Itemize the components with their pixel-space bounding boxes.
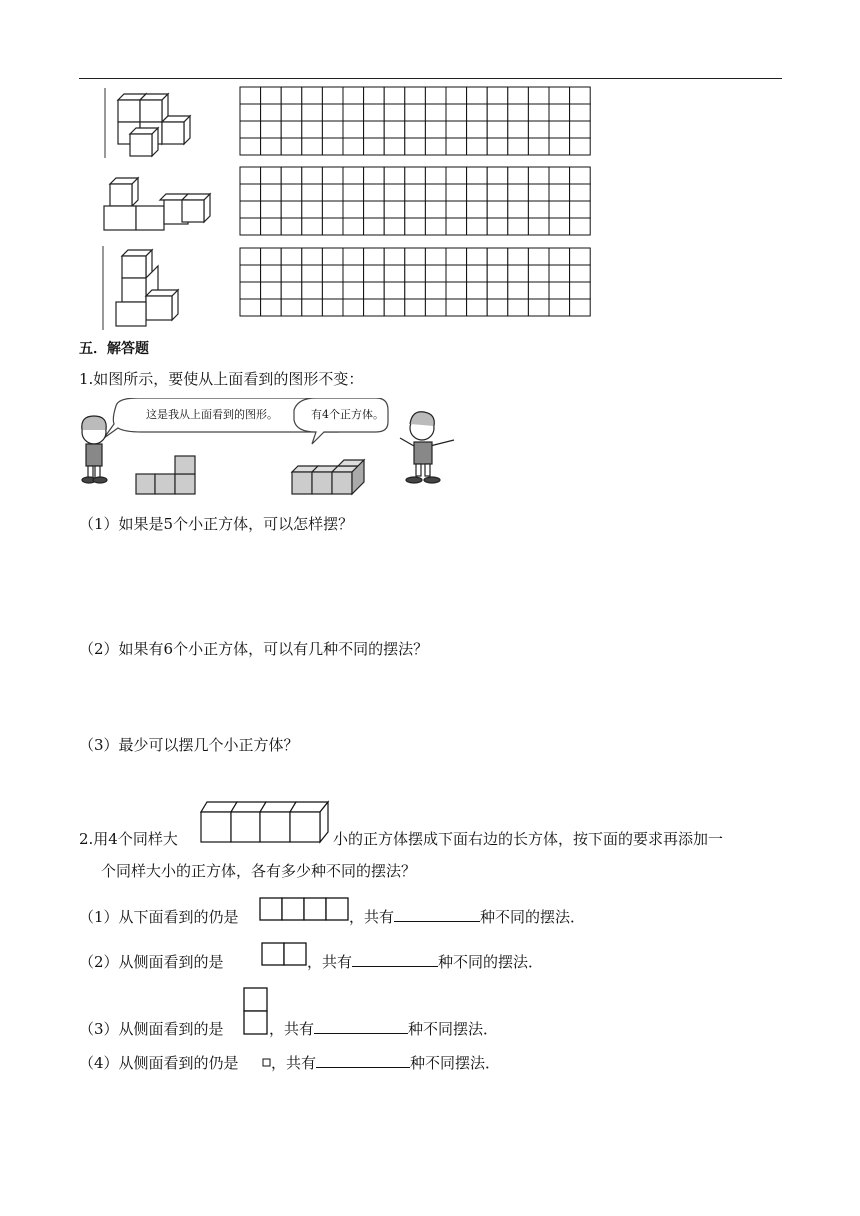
grid-cell (425, 104, 446, 121)
grid-cell (425, 138, 446, 155)
grid-cell (322, 201, 343, 218)
grid-cell (467, 265, 488, 282)
grid-cell (528, 104, 549, 121)
grid-cell (281, 282, 302, 299)
answer-grid-1 (239, 86, 593, 156)
grid-cell (446, 104, 467, 121)
grid-cell (549, 248, 570, 265)
grid-cell (528, 299, 549, 316)
grid-cell (405, 87, 426, 104)
bubble-left-text: 这是我从上面看到的图形。 (146, 408, 278, 421)
grid-cell (467, 87, 488, 104)
grid-cell (528, 248, 549, 265)
grid-cell (487, 138, 508, 155)
grid-cell (528, 87, 549, 104)
grid-cell (549, 201, 570, 218)
grid-cell (343, 167, 364, 184)
cube-stack-figure-2 (100, 172, 214, 234)
grid-cell (302, 138, 323, 155)
grid-cell (549, 167, 570, 184)
grid-cell (343, 248, 364, 265)
grid-cell (364, 282, 385, 299)
grid-cell (384, 121, 405, 138)
grid-cell (446, 138, 467, 155)
grid-cell (446, 87, 467, 104)
q2-part-2-suffix: 种不同的摆法． (438, 953, 544, 971)
grid-cell (240, 282, 261, 299)
grid-cell (528, 121, 549, 138)
grid-cell (343, 121, 364, 138)
grid-cell (425, 299, 446, 316)
grid-cell (384, 265, 405, 282)
grid-cell (405, 218, 426, 235)
grid-cell (240, 104, 261, 121)
grid-cell (487, 201, 508, 218)
grid-cell (446, 299, 467, 316)
grid-cell (240, 299, 261, 316)
grid-cell (364, 121, 385, 138)
grid-cell (467, 184, 488, 201)
q2-line1-after: 小的正方体摆成下面右边的长方体，按下面的要求再添加一 (333, 830, 724, 848)
grid-cell (364, 218, 385, 235)
grid-cell (570, 87, 591, 104)
grid-cell (508, 104, 529, 121)
grid-cell (528, 265, 549, 282)
q2-line1-before: 2.用4个同样大 (79, 830, 178, 848)
grid-cell (364, 265, 385, 282)
grid-cell (384, 87, 405, 104)
q2-part-2-prefix: （2）从侧面看到的是 (79, 953, 224, 971)
cube-stack-figure-1 (104, 88, 214, 158)
q2-part-2-rest (307, 951, 543, 972)
grid-cell (384, 104, 405, 121)
grid-cell (322, 104, 343, 121)
q2-part-3-rest (269, 1018, 498, 1039)
grid-cell (508, 87, 529, 104)
grid-cell (281, 218, 302, 235)
grid-cell (240, 201, 261, 218)
grid-cell (343, 201, 364, 218)
grid-cell (446, 282, 467, 299)
grid-cell (322, 121, 343, 138)
q2-part-1 (79, 906, 239, 927)
grid-cell (322, 167, 343, 184)
grid-cell (508, 299, 529, 316)
q1-intro: 1.如图所示，要使从上面看到的图形不变： (79, 370, 364, 388)
grid-cell (302, 299, 323, 316)
bubble-right-text: 有4个正方体。 (311, 408, 384, 421)
q2-part-3 (79, 1018, 224, 1039)
grid-cell (322, 299, 343, 316)
grid-cell (261, 104, 282, 121)
bottom-view-four-squares-icon (259, 897, 349, 921)
grid-cell (487, 87, 508, 104)
four-cube-row-icon (200, 800, 332, 844)
grid-cell (467, 201, 488, 218)
grid-cell (281, 201, 302, 218)
grid-cell (549, 218, 570, 235)
q2-part-3-mid: ，共有 (269, 1020, 315, 1038)
grid-cell (384, 138, 405, 155)
grid-cell (508, 138, 529, 155)
grid-cell (261, 121, 282, 138)
grid-cell (261, 265, 282, 282)
grid-cell (508, 218, 529, 235)
q1-part-3: （3）最少可以摆几个小正方体？ (79, 736, 299, 754)
grid-cell (261, 184, 282, 201)
grid-cell (487, 248, 508, 265)
grid-cell (508, 282, 529, 299)
grid-cell (261, 138, 282, 155)
grid-cell (487, 299, 508, 316)
grid-cell (570, 104, 591, 121)
grid-cell (528, 218, 549, 235)
grid-cell (425, 201, 446, 218)
grid-cell (570, 201, 591, 218)
grid-cell (487, 265, 508, 282)
grid-cell (343, 282, 364, 299)
grid-cell (405, 265, 426, 282)
grid-cell (240, 265, 261, 282)
grid-cell (302, 87, 323, 104)
grid-cell (343, 104, 364, 121)
grid-cell (364, 299, 385, 316)
grid-cell (405, 282, 426, 299)
grid-cell (240, 87, 261, 104)
grid-cell (343, 265, 364, 282)
grid-cell (364, 248, 385, 265)
grid-cell (405, 121, 426, 138)
grid-cell (322, 248, 343, 265)
grid-cell (446, 121, 467, 138)
grid-cell (261, 299, 282, 316)
grid-cell (446, 167, 467, 184)
q2-part-4-suffix: 种不同摆法． (410, 1054, 501, 1072)
grid-cell (467, 248, 488, 265)
grid-cell (425, 265, 446, 282)
grid-cell (281, 138, 302, 155)
grid-cell (549, 265, 570, 282)
grid-cell (549, 138, 570, 155)
grid-cell (364, 167, 385, 184)
grid-cell (364, 184, 385, 201)
grid-cell (302, 265, 323, 282)
grid-cell (261, 87, 282, 104)
answer-grid-3 (239, 247, 593, 317)
grid-cell (281, 184, 302, 201)
grid-cell (343, 299, 364, 316)
grid-cell (364, 201, 385, 218)
grid-cell (425, 167, 446, 184)
grid-cell (343, 138, 364, 155)
grid-cell (487, 184, 508, 201)
grid-cell (446, 218, 467, 235)
q2-part-4-rest (271, 1052, 500, 1073)
grid-cell (240, 218, 261, 235)
grid-cell (467, 299, 488, 316)
grid-cell (322, 265, 343, 282)
answer-grid-2 (239, 166, 593, 236)
grid-cell (549, 184, 570, 201)
grid-cell (322, 218, 343, 235)
grid-cell (528, 138, 549, 155)
side-view-vertical-squares-icon (243, 987, 269, 1035)
grid-cell (528, 167, 549, 184)
grid-cell (240, 167, 261, 184)
grid-cell (570, 138, 591, 155)
grid-cell (405, 184, 426, 201)
grid-cell (570, 265, 591, 282)
grid-cell (240, 138, 261, 155)
grid-cell (343, 87, 364, 104)
grid-cell (425, 218, 446, 235)
grid-cell (570, 121, 591, 138)
q2-part-4-mid: ，共有 (271, 1054, 317, 1072)
grid-cell (261, 218, 282, 235)
grid-cell (508, 248, 529, 265)
grid-cell (467, 218, 488, 235)
grid-cell (302, 201, 323, 218)
q2-part-2 (79, 951, 224, 972)
grid-cell (425, 248, 446, 265)
section-heading: 五．解答题 (79, 341, 149, 357)
grid-cell (467, 167, 488, 184)
grid-cell (425, 282, 446, 299)
grid-cell (508, 184, 529, 201)
grid-cell (281, 167, 302, 184)
grid-cell (528, 201, 549, 218)
grid-cell (549, 282, 570, 299)
grid-cell (405, 201, 426, 218)
grid-cell (261, 248, 282, 265)
q2-answer-blank-1[interactable] (394, 907, 480, 922)
grid-cell (487, 282, 508, 299)
grid-cell (549, 121, 570, 138)
grid-cell (570, 184, 591, 201)
grid-cell (487, 167, 508, 184)
grid-cell (570, 167, 591, 184)
grid-cell (302, 167, 323, 184)
grid-cell (425, 121, 446, 138)
q2-part-1-prefix: （1）从下面看到的仍是 (79, 908, 239, 926)
grid-cell (384, 299, 405, 316)
grid-cell (302, 121, 323, 138)
grid-cell (508, 167, 529, 184)
grid-cell (384, 167, 405, 184)
grid-cell (261, 282, 282, 299)
q2-part-4 (79, 1052, 239, 1073)
grid-cell (405, 138, 426, 155)
grid-cell (487, 121, 508, 138)
grid-cell (322, 138, 343, 155)
grid-cell (261, 201, 282, 218)
grid-cell (405, 299, 426, 316)
grid-cell (302, 282, 323, 299)
side-view-small-square-icon (262, 1058, 271, 1067)
grid-cell (487, 104, 508, 121)
grid-cell (302, 248, 323, 265)
grid-cell (570, 248, 591, 265)
grid-cell (302, 184, 323, 201)
grid-cell (487, 218, 508, 235)
grid-cell (364, 104, 385, 121)
q2-part-3-suffix: 种不同摆法． (408, 1020, 499, 1038)
grid-cell (384, 184, 405, 201)
grid-cell (322, 282, 343, 299)
grid-cell (425, 184, 446, 201)
grid-cell (322, 87, 343, 104)
grid-cell (446, 201, 467, 218)
grid-cell (281, 248, 302, 265)
header-rule (79, 78, 782, 79)
grid-cell (261, 167, 282, 184)
grid-cell (281, 265, 302, 282)
q2-answer-blank-3[interactable] (314, 1019, 408, 1034)
q1-part-1: （1）如果是5个小正方体，可以怎样摆？ (79, 515, 354, 533)
grid-cell (570, 218, 591, 235)
grid-cell (446, 265, 467, 282)
grid-cell (467, 138, 488, 155)
q2-part-2-mid: ，共有 (307, 953, 353, 971)
q2-answer-blank-2[interactable] (352, 952, 438, 967)
grid-cell (302, 218, 323, 235)
q2-part-3-prefix: （3）从侧面看到的是 (79, 1020, 224, 1038)
grid-cell (364, 138, 385, 155)
grid-cell (364, 87, 385, 104)
q2-part-4-prefix: （4）从侧面看到的仍是 (79, 1054, 239, 1072)
grid-cell (384, 282, 405, 299)
grid-cell (528, 184, 549, 201)
q2-part-1-suffix: 种不同的摆法． (480, 908, 586, 926)
grid-cell (240, 248, 261, 265)
grid-cell (281, 299, 302, 316)
grid-cell (467, 121, 488, 138)
grid-cell (570, 299, 591, 316)
grid-cell (281, 87, 302, 104)
grid-cell (405, 167, 426, 184)
q2-part-1-mid: ，共有 (349, 908, 395, 926)
side-view-two-squares-icon (261, 942, 307, 966)
grid-cell (384, 248, 405, 265)
grid-cell (425, 87, 446, 104)
cube-stack-figure-3 (100, 246, 210, 330)
grid-cell (240, 184, 261, 201)
grid-cell (302, 104, 323, 121)
grid-cell (384, 218, 405, 235)
grid-cell (405, 104, 426, 121)
q2-part-1-rest (349, 906, 585, 927)
grid-cell (322, 184, 343, 201)
grid-cell (508, 121, 529, 138)
grid-cell (467, 282, 488, 299)
grid-cell (281, 121, 302, 138)
grid-cell (570, 282, 591, 299)
grid-cell (549, 104, 570, 121)
grid-cell (446, 184, 467, 201)
grid-cell (343, 184, 364, 201)
grid-cell (446, 248, 467, 265)
q2-answer-blank-4[interactable] (316, 1053, 410, 1068)
q2-line2: 个同样大小的正方体，各有多少种不同的摆法？ (101, 862, 417, 880)
grid-cell (549, 87, 570, 104)
grid-cell (240, 121, 261, 138)
grid-cell (528, 282, 549, 299)
grid-cell (508, 201, 529, 218)
grid-cell (281, 104, 302, 121)
grid-cell (549, 299, 570, 316)
q1-part-2: （2）如果有6个小正方体，可以有几种不同的摆法？ (79, 640, 429, 658)
grid-cell (508, 265, 529, 282)
grid-cell (405, 248, 426, 265)
grid-cell (467, 104, 488, 121)
grid-cell (384, 201, 405, 218)
grid-cell (343, 218, 364, 235)
